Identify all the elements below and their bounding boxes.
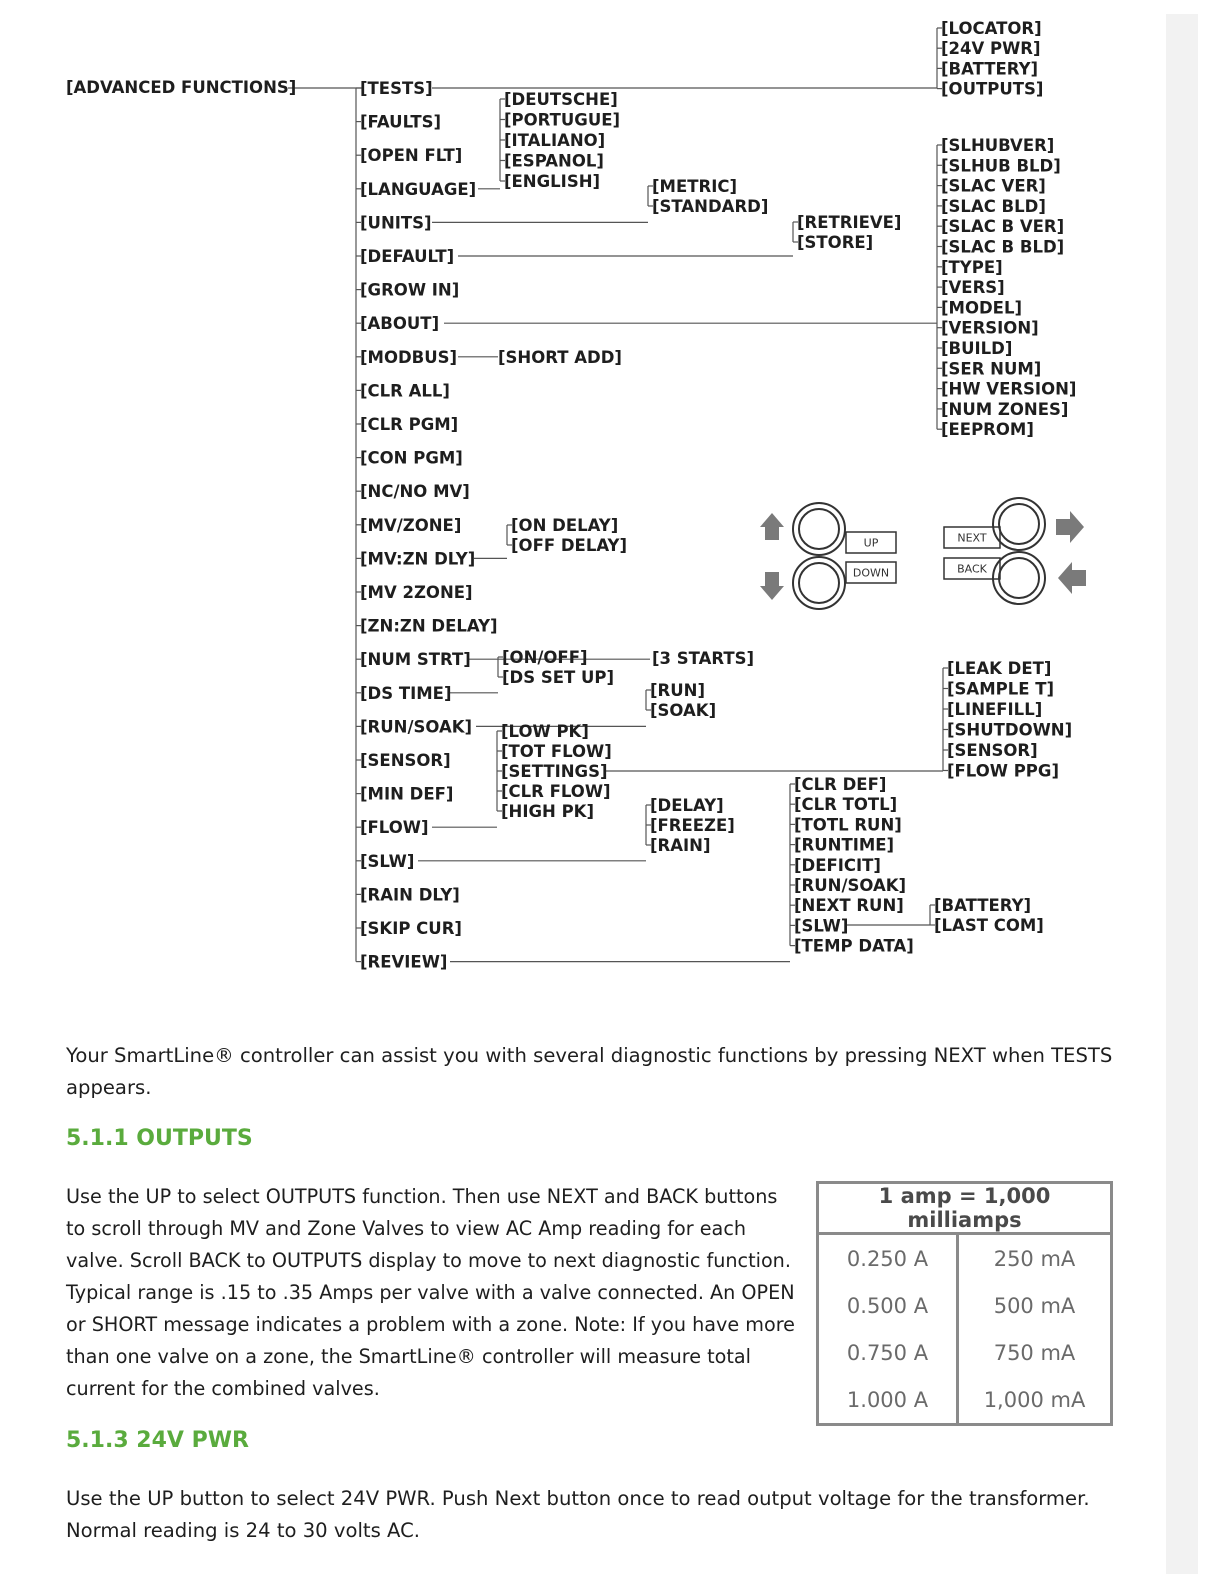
settings-item-sensor: [SENSOR] — [947, 741, 1038, 760]
section-text-outputs: Use the UP to select OUTPUTS function. Then use NEXT and BACK buttons to scroll through MV and Zone Valves to view AC Amp reading for each valve. Scroll BACK to OUTPUTS display to move to next diagnostic function. Typical range is .15 to .35 Amps per valve with a valve connected. An OPEN or SHORT message indicates a problem with a zone. Note: If you have more than one valve on a zone, the SmartLine® controller will measure total current for the combined valves. — [66, 1185, 795, 1400]
modbus-item-short-add: [SHORT ADD] — [498, 347, 622, 367]
left-arrow-icon — [1058, 562, 1086, 594]
review-item-runtime: [RUNTIME] — [794, 835, 895, 855]
language-item-portugue: [PORTUGUE] — [504, 110, 621, 130]
menu-item-mv-zone: [MV/ZONE] — [360, 515, 462, 535]
review-item-totl-run: [TOTL RUN] — [794, 815, 902, 835]
section-text-24v-pwr: Use the UP button to select 24V PWR. Push Next button once to read output voltage for the transformer. Normal reading is 24 to 30 volts AC. — [66, 1487, 1090, 1542]
menu-item-mv-2zone: [MV 2ZONE] — [360, 583, 473, 602]
menu-item-open-flt: [OPEN FLT] — [360, 146, 463, 166]
ds-time-item-on-off: [ON/OFF] — [502, 648, 588, 667]
flow-item-settings: [SETTINGS] — [501, 762, 608, 781]
tests-item-24v-pwr: [24V PWR] — [941, 39, 1041, 59]
settings-item-flow-ppg: [FLOW PPG] — [947, 761, 1059, 781]
menu-item-modbus: [MODBUS] — [360, 347, 458, 367]
menu-item-con-pgm: [CON PGM] — [360, 448, 463, 468]
menu-item-clr-all: [CLR ALL] — [360, 381, 450, 401]
settings-item-shutdown: [SHUTDOWN] — [947, 720, 1073, 740]
review-slw-item-last-com: [LAST COM] — [934, 916, 1044, 935]
language-item-italiano: [ITALIANO] — [504, 131, 606, 150]
tests-item-outputs: [OUTPUTS] — [941, 79, 1044, 99]
back-button — [993, 552, 1045, 604]
about-item-hw-version: [HW VERSION] — [941, 379, 1077, 399]
menu-item-ds-time: [DS TIME] — [360, 683, 452, 703]
review-item-deficit: [DEFICIT] — [794, 855, 881, 875]
run-soak-item-run: [RUN] — [650, 681, 705, 700]
num-strt-item-3-starts: [3 STARTS] — [652, 649, 755, 669]
menu-item-sensor: [SENSOR] — [360, 751, 451, 770]
units-item-standard: [STANDARD] — [652, 197, 769, 216]
down-arrow-icon — [760, 572, 784, 600]
review-item-next-run: [NEXT RUN] — [794, 896, 904, 916]
settings-item-linefill: [LINEFILL] — [947, 700, 1043, 719]
flow-item-tot-flow: [TOT FLOW] — [501, 742, 612, 761]
language-item-espanol: [ESPANOL] — [504, 151, 604, 171]
up-arrow-icon — [760, 513, 784, 540]
menu-item-num-strt: [NUM STRT] — [360, 650, 471, 670]
about-item-build: [BUILD] — [941, 339, 1013, 358]
milliamp-value: 500 mA — [993, 1293, 1076, 1318]
next-button-label — [944, 527, 1000, 548]
menu-item-default: [DEFAULT] — [360, 247, 455, 266]
review-item-run-soak: [RUN/SOAK] — [794, 876, 907, 895]
about-item-slac-b-bld: [SLAC B BLD] — [941, 237, 1065, 257]
down-button — [793, 557, 845, 609]
menu-item-review: [REVIEW] — [360, 952, 448, 972]
menu-item-language: [LANGUAGE] — [360, 179, 477, 199]
about-item-slac-b-ver: [SLAC B VER] — [941, 217, 1065, 237]
review-item-clr-def: [CLR DEF] — [794, 775, 887, 794]
about-item-num-zones: [NUM ZONES] — [941, 399, 1069, 419]
section-heading-24v-pwr: 5.1.3 24V PWR — [66, 1428, 249, 1453]
menu-root-label: [ADVANCED FUNCTIONS] — [66, 78, 297, 97]
back-button-label — [944, 558, 1000, 579]
right-arrow-icon — [1056, 511, 1084, 543]
tests-item-locator: [LOCATOR] — [941, 19, 1042, 38]
svg-text:BACK: BACK — [957, 562, 987, 576]
review-slw-item-battery: [BATTERY] — [934, 896, 1032, 915]
mv-zn-dly-item-on-delay: [ON DELAY] — [511, 516, 619, 535]
svg-text:DOWN: DOWN — [852, 566, 890, 580]
about-item-ser-num: [SER NUM] — [941, 359, 1042, 379]
milliamp-value: 250 mA — [993, 1246, 1076, 1271]
slw-item-rain: [RAIN] — [650, 836, 711, 855]
controller-buttons — [760, 498, 1086, 609]
about-item-type: [TYPE] — [941, 257, 1003, 277]
menu-item-min-def: [MIN DEF] — [360, 784, 454, 804]
table-row — [818, 1234, 1112, 1283]
about-item-slac-bld: [SLAC BLD] — [941, 196, 1046, 216]
about-item-vers: [VERS] — [941, 278, 1005, 298]
scrollbar[interactable] — [1166, 14, 1198, 1574]
menu-item-mv-zn-dly: [MV:ZN DLY] — [360, 549, 476, 569]
menu-item-units: [UNITS] — [360, 213, 432, 233]
tests-item-battery: [BATTERY] — [941, 59, 1039, 79]
about-item-version: [VERSION] — [941, 318, 1039, 338]
amp-value: 0.250 A — [818, 1234, 958, 1283]
svg-text:UP: UP — [863, 536, 879, 550]
menu-item-rain-dly: [RAIN DLY] — [360, 885, 460, 905]
flow-item-clr-flow: [CLR FLOW] — [501, 782, 611, 801]
amp-conversion-table — [816, 1181, 1113, 1426]
review-item-clr-totl: [CLR TOTL] — [794, 795, 898, 815]
settings-item-leak-det: [LEAK DET] — [947, 659, 1052, 678]
amp-table-header: 1 amp = 1,000 milliamps — [818, 1183, 1112, 1234]
menu-item-faults: [FAULTS] — [360, 112, 442, 132]
tree-labels — [66, 19, 1076, 972]
about-item-slac-ver: [SLAC VER] — [941, 176, 1046, 196]
milliamp-value: 750 mA — [993, 1340, 1076, 1365]
table-row — [818, 1329, 1112, 1376]
section-heading-outputs: 5.1.1 OUTPUTS — [66, 1126, 253, 1151]
menu-item-clr-pgm: [CLR PGM] — [360, 415, 459, 434]
slw-item-freeze: [FREEZE] — [650, 816, 735, 835]
menu-item-about: [ABOUT] — [360, 314, 440, 334]
svg-text:NEXT: NEXT — [957, 531, 987, 545]
table-row — [818, 1282, 1112, 1329]
menu-item-nc-no-mv: [NC/NO MV] — [360, 482, 470, 502]
about-item-slhub-bld: [SLHUB BLD] — [941, 156, 1061, 176]
amp-value: 1.000 A — [818, 1376, 958, 1425]
flow-item-low-pk: [LOW PK] — [501, 722, 589, 741]
about-item-model: [MODEL] — [941, 298, 1023, 318]
ds-time-item-ds-set-up: [DS SET UP] — [502, 668, 615, 687]
language-item-deutsche: [DEUTSCHE] — [504, 90, 618, 109]
menu-item-slw: [SLW] — [360, 851, 415, 871]
default-item-store: [STORE] — [797, 233, 874, 252]
language-item-english: [ENGLISH] — [504, 172, 601, 191]
intro-paragraph: Your SmartLine® controller can assist you with several diagnostic functions by pressing NEXT when TESTS appears. — [66, 1044, 1113, 1099]
up-button-label — [846, 532, 896, 553]
run-soak-item-soak: [SOAK] — [650, 701, 717, 720]
table-row — [818, 1376, 1112, 1425]
milliamp-value: 1,000 mA — [983, 1387, 1086, 1412]
slw-item-delay: [DELAY] — [650, 796, 724, 815]
flow-item-high-pk: [HIGH PK] — [501, 802, 595, 821]
settings-item-sample-t: [SAMPLE T] — [947, 679, 1055, 699]
menu-item-zn-zn-delay: [ZN:ZN DELAY] — [360, 616, 498, 636]
about-item-slhubver: [SLHUBVER] — [941, 136, 1055, 155]
units-item-metric: [METRIC] — [652, 177, 737, 196]
review-item-temp-data: [TEMP DATA] — [794, 936, 914, 956]
menu-item-skip-cur: [SKIP CUR] — [360, 919, 462, 938]
review-item-slw: [SLW] — [794, 916, 849, 936]
menu-item-run-soak: [RUN/SOAK] — [360, 717, 473, 737]
up-button — [793, 503, 845, 555]
amp-value: 0.750 A — [818, 1329, 958, 1376]
about-item-eeprom: [EEPROM] — [941, 420, 1034, 440]
menu-item-flow: [FLOW] — [360, 818, 429, 838]
default-item-retrieve: [RETRIEVE] — [797, 213, 902, 232]
menu-item-tests: [TESTS] — [360, 79, 433, 98]
down-button-label — [846, 562, 896, 583]
amp-value: 0.500 A — [818, 1282, 958, 1329]
mv-zn-dly-item-off-delay: [OFF DELAY] — [511, 536, 628, 555]
next-button — [993, 498, 1045, 550]
menu-item-grow-in: [GROW IN] — [360, 280, 460, 300]
